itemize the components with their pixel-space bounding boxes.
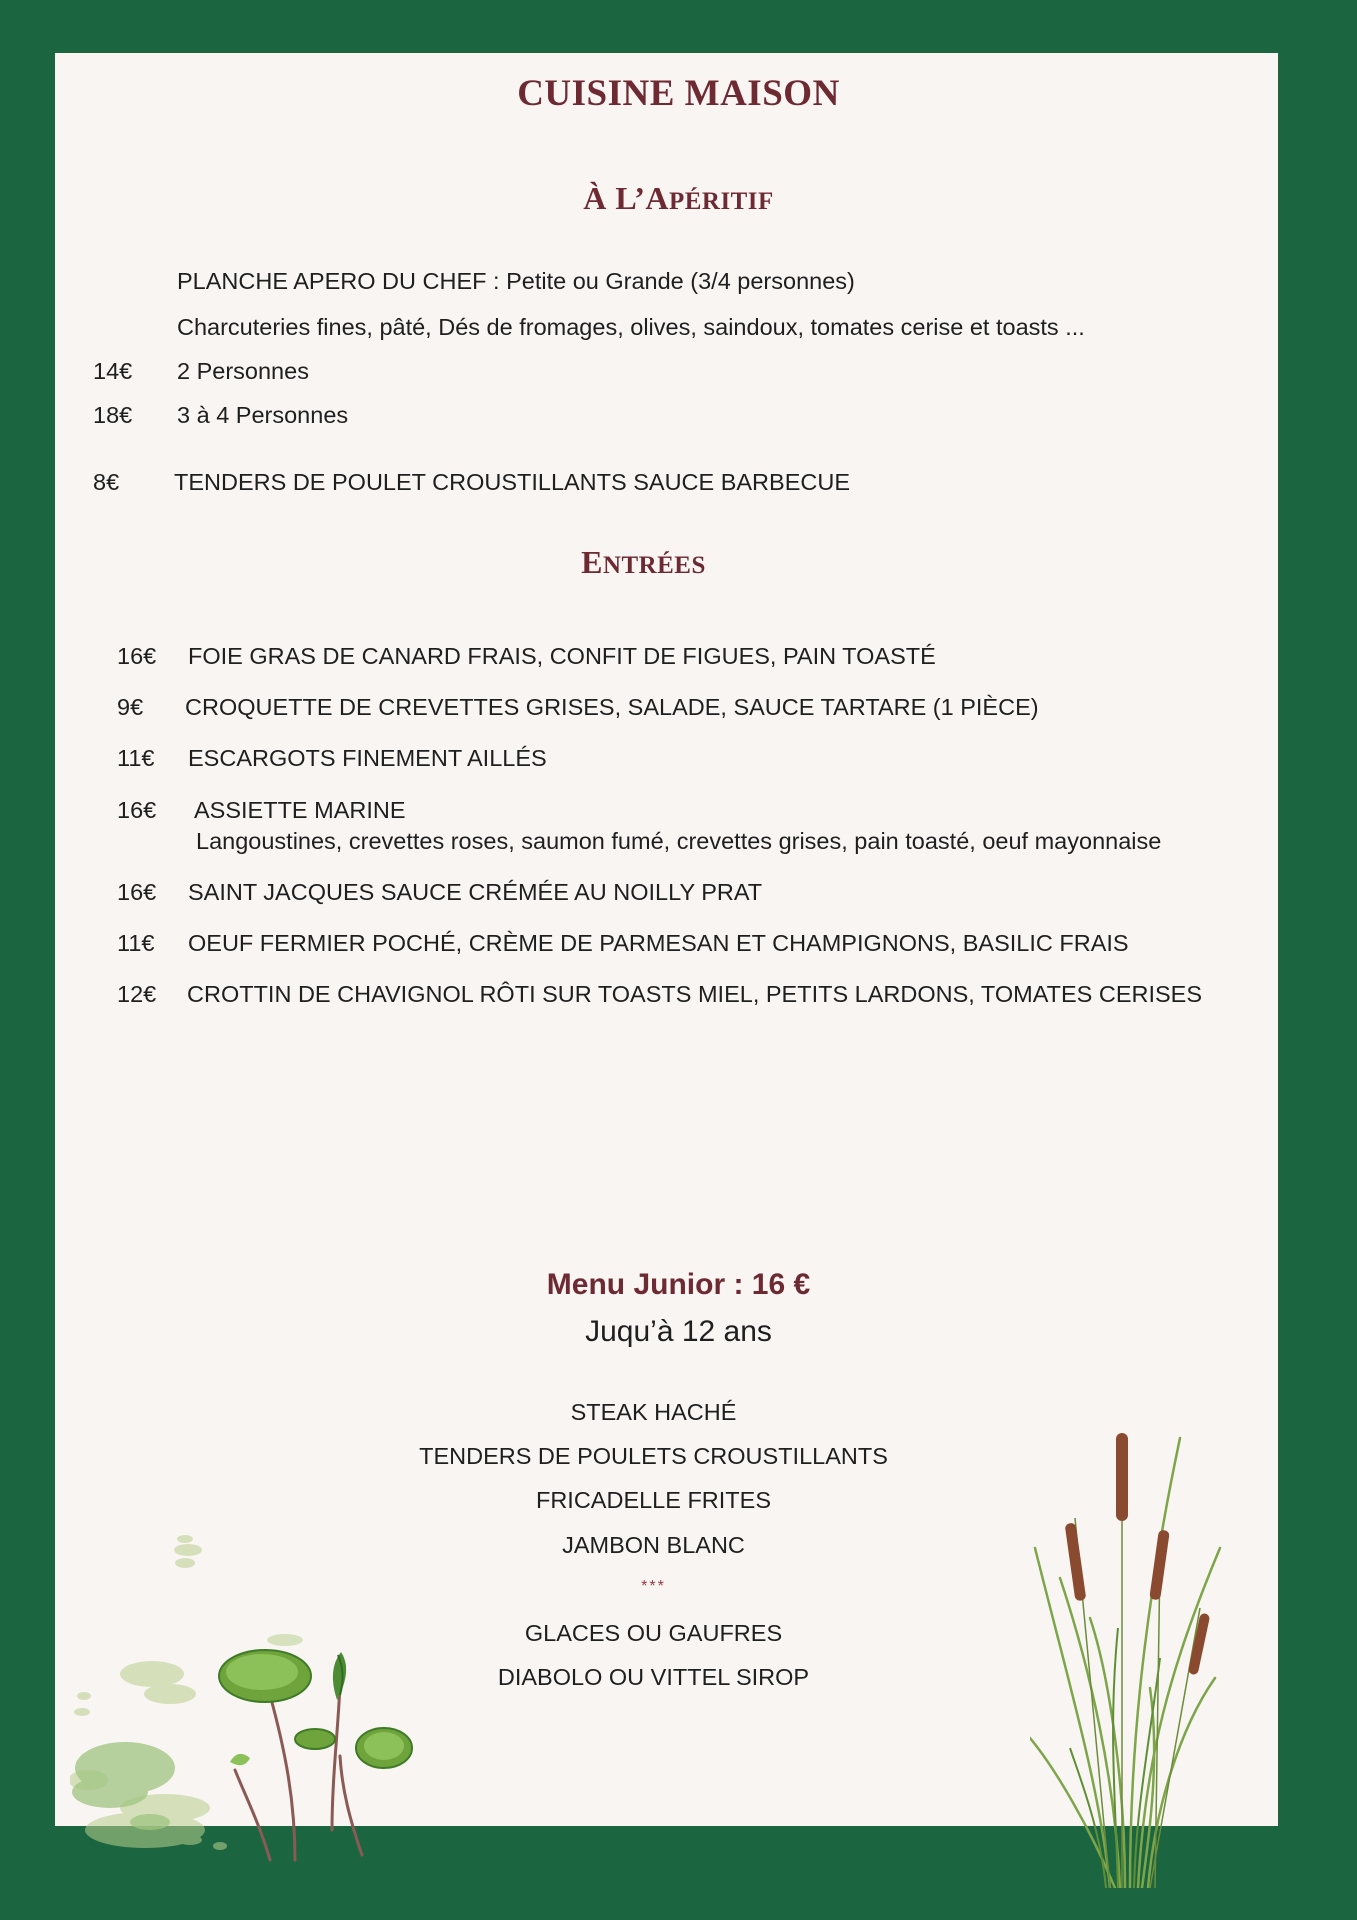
tenders-price: 8€ (93, 469, 120, 495)
planche-title: PLANCHE APERO DU CHEF : Petite ou Grande (3/4 personnes) (177, 268, 855, 294)
section-heading-aperitif: À L’APÉRITIF (583, 180, 774, 216)
entree-price: 16€ (117, 643, 157, 669)
entree-label: FOIE GRAS DE CANARD FRAIS, CONFIT DE FIGUES, PAIN TOASTÉ (188, 643, 936, 669)
junior-item: JAMBON BLANC (562, 1532, 745, 1558)
section-heading-entrees: ENTRÉES (581, 544, 706, 580)
entree-price: 11€ (117, 930, 155, 956)
option-price: 18€ (93, 402, 133, 428)
cattail-reeds-icon (1030, 1428, 1230, 1888)
junior-separator: *** (641, 1578, 666, 1595)
option-label: 3 à 4 Personnes (177, 402, 349, 428)
entree-price: 16€ (117, 879, 157, 905)
junior-dessert: GLACES OU GAUFRES (524, 1620, 783, 1646)
page-title: CUISINE MAISON (517, 73, 840, 114)
entree-price: 11€ (117, 745, 155, 771)
option-label: 2 Personnes (177, 358, 309, 384)
entree-detail: Langoustines, crevettes roses, saumon fumé, crevettes grises, pain toasté, oeuf mayonnaise (196, 828, 1162, 854)
entree-price: 9€ (117, 694, 144, 720)
option-price: 14€ (93, 358, 133, 384)
junior-item: FRICADELLE FRITES (535, 1487, 772, 1513)
entree-label: OEUF FERMIER POCHÉ, CRÈME DE PARMESAN ET CHAMPIGNONS, BASILIC FRAIS (188, 930, 1129, 956)
entree-price: 12€ (117, 981, 157, 1007)
tenders-label: TENDERS DE POULET CROUSTILLANTS SAUCE BARBECUE (174, 469, 850, 495)
entree-label: CROQUETTE DE CREVETTES GRISES, SALADE, SAUCE TARTARE (1 PIÈCE) (185, 694, 1039, 720)
entree-price: 16€ (117, 797, 157, 823)
entree-label: ESCARGOTS FINEMENT AILLÉS (188, 745, 547, 771)
junior-item: STEAK HACHÉ (570, 1399, 737, 1425)
planche-description: Charcuteries fines, pâté, Dés de fromages, olives, saindoux, tomates cerise et toasts ... (177, 314, 1085, 340)
water-lily-icon (70, 1530, 430, 1875)
junior-menu-title: Menu Junior : 16 € (546, 1268, 811, 1301)
junior-dessert: DIABOLO OU VITTEL SIROP (497, 1664, 810, 1690)
entree-label: CROTTIN DE CHAVIGNOL RÔTI SUR TOASTS MIEL, PETITS LARDONS, TOMATES CERISES (187, 981, 1203, 1007)
junior-menu-subtitle: Juqu’à 12 ans (585, 1315, 772, 1348)
entree-label: ASSIETTE MARINE (194, 797, 406, 823)
junior-item: TENDERS DE POULETS CROUSTILLANTS (419, 1443, 888, 1469)
entree-label: SAINT JACQUES SAUCE CRÉMÉE AU NOILLY PRAT (188, 879, 763, 905)
